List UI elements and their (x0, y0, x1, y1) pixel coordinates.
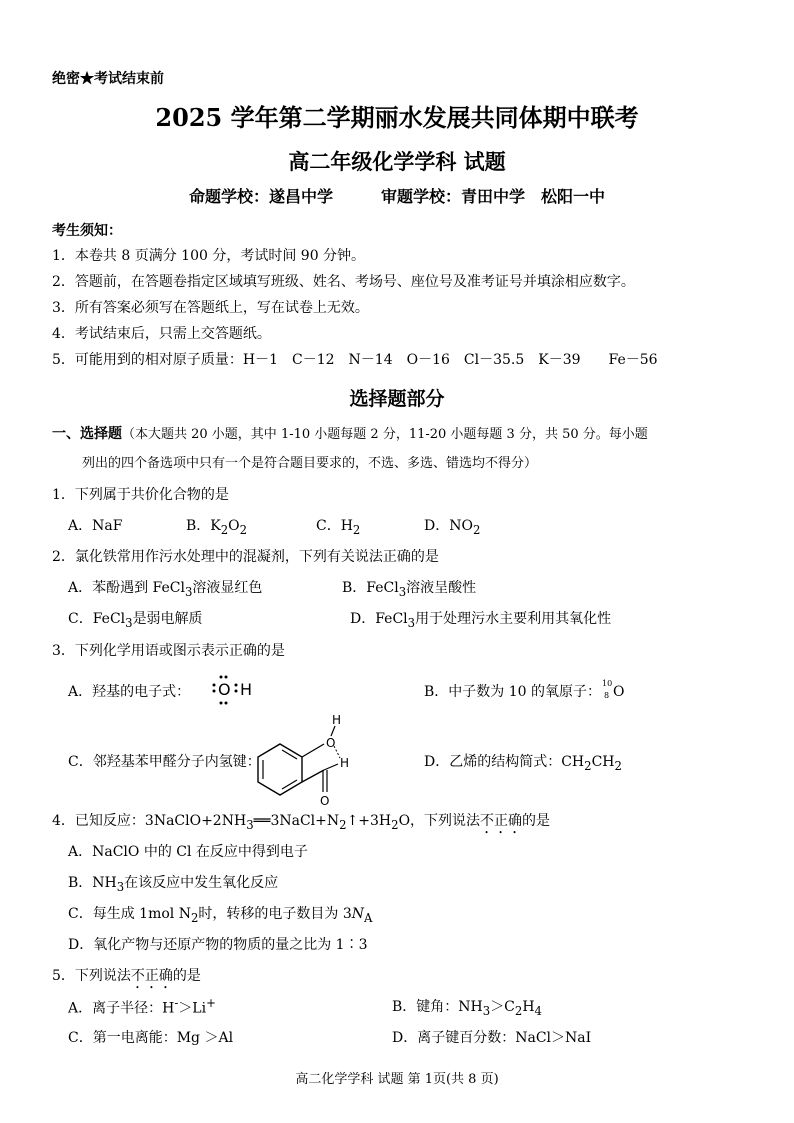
q4-option-b: B．$NH_3$在该反应中发生氧化反应 (68, 875, 279, 894)
question-5-stem: 5．下列说法不正确的是 (52, 968, 201, 984)
part-label: 一、选择题 (52, 426, 122, 442)
notice-item: 1．本卷共 8 页满分 100 分，考试时间 90 分钟。 (52, 248, 366, 264)
q1-option-a: A．NaF (68, 518, 123, 534)
notice-item: 5．可能用到的相对原子质量：H－1 C－12 N－14 O－16 Cl－35.5 K－39 Fe－56 (52, 352, 658, 368)
notice-item: 3．所有答案必须写在答题纸上，写在试卷上无效。 (52, 300, 369, 316)
aldehyde-hydrogen: H (340, 756, 350, 770)
salicylaldehyde-structure (252, 710, 362, 810)
question-1-stem: 1．下列属于共价化合物的是 (52, 487, 229, 503)
q3-option-b: B．中子数为 10 的氧原子： 10 8 O (424, 679, 625, 700)
q3-option-a: A．羟基的电子式： (68, 684, 191, 700)
page-footer: 高二化学学科 试题 第 1页(共 8 页) (295, 1072, 499, 1087)
question-4-stem: 4．已知反应：$3NaClO+2NH_3══3NaCl+N_2↑+3H_2O$，下列说法不正确的是 (52, 813, 551, 832)
section-title: 选择题部分 (349, 388, 445, 410)
q2-option-c: C．FeCl$_3$是弱电解质 (68, 611, 203, 630)
hydrogen-symbol: H (240, 680, 253, 699)
hydroxyl-electron-formula (210, 672, 260, 708)
emphasis-not-correct: 不正确 (480, 813, 523, 829)
q2-option-a: A．苯酚遇到 FeCl$_3$溶液显红色 (68, 580, 263, 599)
q1-option-b: B．$K_2O_2$ (186, 518, 248, 537)
secret-label: 绝密★考试结束前 (52, 71, 164, 87)
q1-option-d: D．$NO_2$ (424, 518, 481, 537)
oxygen-symbol: O (218, 680, 231, 699)
emphasis-not-correct: 不正确 (130, 968, 173, 984)
q5-option-d: D．离子键百分数：NaCl＞NaI (392, 1030, 592, 1046)
question-2-stem: 2．氯化铁常用作污水处理中的混凝剂，下列有关说法正确的是 (52, 549, 439, 565)
exam-title: 2025 学年第二学期丽水发展共同体期中联考 (155, 103, 639, 132)
part-desc-continued: 列出的四个备选项中只有一个是符合题目要求的，不选、多选、错选均不得分） (82, 456, 538, 471)
hydroxyl-oxygen: O (326, 736, 336, 750)
q1-option-c: C．$H_2$ (316, 518, 361, 537)
q4-option-d: D．氧化产物与还原产物的物质的量之比为 1∶3 (68, 937, 368, 953)
school-line: 命题学校：遂昌中学 审题学校：青田中学 松阳一中 (188, 187, 605, 206)
q4-option-a: A．NaClO 中的 Cl 在反应中得到电子 (68, 844, 308, 860)
notice-item: 4．考试结束后，只需上交答题纸。 (52, 326, 271, 342)
hydroxyl-hydrogen: H (332, 713, 342, 727)
q3-option-c: C．邻羟基苯甲醛分子内氢键： (68, 754, 261, 770)
q5-option-a: A．离子半径：H-＞Li+ (68, 996, 216, 1017)
part-desc: （本大题共 20 小题，其中 1-10 小题每题 2 分，11-20 小题每题 3 分，共 50 分。每小题 (122, 427, 648, 442)
part-description-line (52, 423, 648, 443)
q3-option-d: D．乙烯的结构简式：$CH_2CH_2$ (424, 754, 622, 773)
notice-item: 2．答题前，在答题卷指定区域填写班级、姓名、考场号、座位号及准考证号并填涂相应数字。 (52, 274, 635, 290)
q4-option-c: C．每生成 1mol $N_2$时，转移的电子数目为 $3N_A$ (68, 906, 373, 925)
q5-option-c: C．第一电离能：Mg ＞Al (68, 1030, 234, 1046)
notice-heading: 考生须知： (52, 223, 122, 239)
q2-option-b: B．FeCl$_3$溶液呈酸性 (342, 580, 477, 599)
q5-option-b: B．键角：$NH_3>C_2H_4$ (392, 999, 542, 1018)
exam-subtitle: 高二年级化学学科 试题 (288, 149, 506, 174)
question-3-stem: 3．下列化学用语或图示表示正确的是 (52, 643, 285, 659)
q2-option-d: D．FeCl$_3$用于处理污水主要利用其氧化性 (350, 611, 612, 630)
aldehyde-oxygen: O (320, 794, 330, 808)
